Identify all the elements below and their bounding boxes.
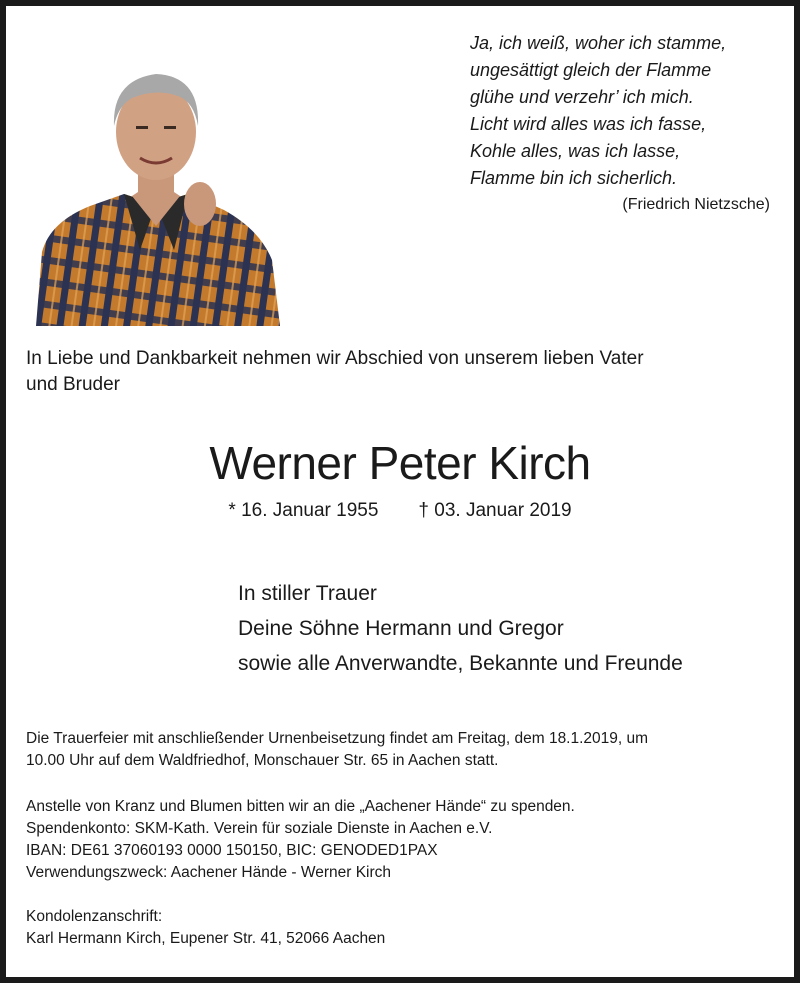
condolence-address [26, 906, 782, 950]
poem-line: Flamme bin ich sicherlich. [470, 168, 678, 188]
portrait-photo [28, 54, 280, 326]
poem-line: glühe und verzehr’ ich mich. [470, 87, 694, 107]
service-info [26, 728, 782, 772]
donation-info [26, 796, 782, 884]
poem-quote [470, 30, 770, 218]
donation-line: IBAN: DE61 37060193 0000 150150, BIC: GENODED1PAX [26, 842, 438, 859]
obituary-notice [6, 6, 794, 977]
mourners-line: sowie alle Anverwandte, Bekannte und Freunde [238, 652, 683, 675]
poem-line: ungesättigt gleich der Flamme [470, 60, 712, 80]
condolence-line: Karl Hermann Kirch, Eupener Str. 41, 52066 Aachen [26, 930, 386, 947]
poem-line: Licht wird alles was ich fasse, [470, 114, 707, 134]
birth-date: * 16. Januar 1955 [228, 500, 379, 521]
death-date: † 03. Januar 2019 [418, 500, 572, 521]
intro-line: In Liebe und Dankbarkeit nehmen wir Abschied von unserem lieben Vater [26, 348, 644, 369]
service-line: Die Trauerfeier mit anschließender Urnenbeisetzung findet am Freitag, dem 18.1.2019, um [26, 730, 649, 747]
mourners-line: In stiller Trauer [238, 582, 377, 605]
donation-line: Anstelle von Kranz und Blumen bitten wir an die „Aachener Hände“ zu spenden. [26, 798, 575, 815]
poem-line: Kohle alles, was ich lasse, [470, 141, 681, 161]
donation-line: Spendenkonto: SKM-Kath. Verein für soziale Dienste in Aachen e.V. [26, 820, 493, 837]
mourners-line: Deine Söhne Hermann und Gregor [238, 617, 564, 640]
poem-author: (Friedrich Nietzsche) [622, 196, 770, 213]
deceased-name: Werner Peter Kirch [209, 437, 591, 489]
mourners-block [238, 576, 794, 681]
intro-line: und Bruder [26, 374, 121, 395]
intro-text [26, 346, 778, 398]
service-line: 10.00 Uhr auf dem Waldfriedhof, Monschauer Str. 65 in Aachen statt. [26, 752, 499, 769]
condolence-line: Kondolenzanschrift: [26, 908, 163, 925]
poem-line: Ja, ich weiß, woher ich stamme, [470, 33, 727, 53]
life-dates [6, 498, 794, 524]
donation-line: Verwendungszweck: Aachener Hände - Werner Kirch [26, 864, 392, 881]
